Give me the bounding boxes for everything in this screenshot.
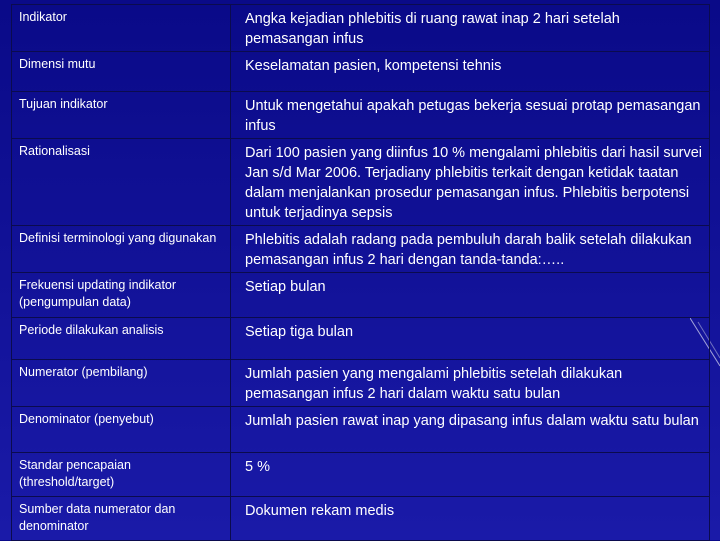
table-row-numerator <box>12 360 710 407</box>
indicator-table <box>11 4 710 541</box>
row-value: 5 % <box>231 453 710 497</box>
row-value: Dari 100 pasien yang diinfus 10 % mengalami phlebitis dari hasil survei Jan s/d Mar 2006. Terjadiany phlebitis terkait dengan ketidak taatan dalam menjalankan prosedur pemasangan infus. Phlebitis berpotensi untuk terjadinya sepsis <box>231 139 710 226</box>
row-label: Rationalisasi <box>12 139 231 226</box>
table-row-rationalisasi <box>12 139 710 226</box>
row-label: Tujuan indikator <box>12 92 231 139</box>
table-row-definisi-terminologi <box>12 226 710 273</box>
table-row-indikator <box>12 5 710 52</box>
table-row-standar-pencapaian <box>12 453 710 497</box>
row-value: Angka kejadian phlebitis di ruang rawat inap 2 hari setelah pemasangan infus <box>231 5 710 52</box>
row-value: Setiap tiga bulan <box>231 318 710 360</box>
row-value: Phlebitis adalah radang pada pembuluh darah balik setelah dilakukan pemasangan infus 2 hari dengan tanda-tanda:….. <box>231 226 710 273</box>
row-value: Jumlah pasien rawat inap yang dipasang infus dalam waktu satu bulan <box>231 407 710 453</box>
row-label: Standar pencapaian (threshold/target) <box>12 453 231 497</box>
table-row-sumber-data <box>12 497 710 541</box>
row-label: Indikator <box>12 5 231 52</box>
row-value: Dokumen rekam medis <box>231 497 710 541</box>
table-row-denominator <box>12 407 710 453</box>
row-value: Untuk mengetahui apakah petugas bekerja sesuai protap pemasangan infus <box>231 92 710 139</box>
table-row-frekuensi-updating <box>12 273 710 318</box>
row-label: Numerator (pembilang) <box>12 360 231 407</box>
row-label: Dimensi mutu <box>12 52 231 92</box>
row-label: Periode dilakukan analisis <box>12 318 231 360</box>
row-label: Sumber data numerator dan denominator <box>12 497 231 541</box>
table-row-dimensi-mutu <box>12 52 710 92</box>
row-value: Setiap bulan <box>231 273 710 318</box>
table-row-periode-analisis <box>12 318 710 360</box>
row-value: Keselamatan pasien, kompetensi tehnis <box>231 52 710 92</box>
row-label: Frekuensi updating indikator (pengumpulan data) <box>12 273 231 318</box>
row-value: Jumlah pasien yang mengalami phlebitis setelah dilakukan pemasangan infus 2 hari dalam waktu satu bulan <box>231 360 710 407</box>
table-row-tujuan-indikator <box>12 92 710 139</box>
row-label: Definisi terminologi yang digunakan <box>12 226 231 273</box>
row-label: Denominator (penyebut) <box>12 407 231 453</box>
